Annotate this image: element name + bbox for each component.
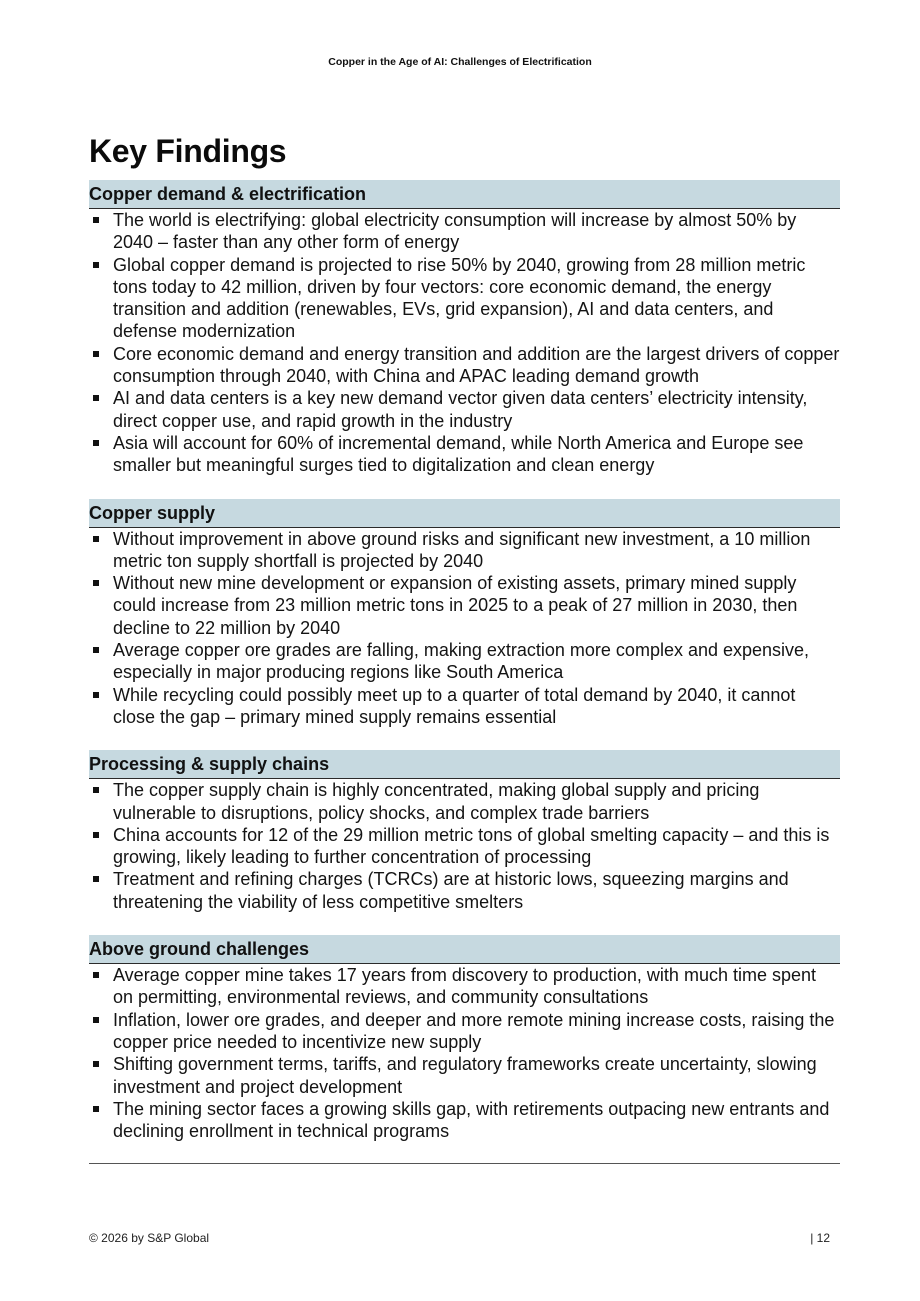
section-header: Processing & supply chains xyxy=(89,750,840,779)
square-bullet-icon xyxy=(93,876,99,882)
bullet-item: The world is electrifying: global electricity consumption will increase by almost 50% by 2040 – faster than any other form of energy xyxy=(89,209,840,254)
square-bullet-icon xyxy=(93,647,99,653)
square-bullet-icon xyxy=(93,580,99,586)
bullet-item: While recycling could possibly meet up to a quarter of total demand by 2040, it cannot close the gap – primary mined supply remains essential xyxy=(89,684,840,729)
bullet-item: Core economic demand and energy transition and addition are the largest drivers of copper consumption through 2040, with China and APAC leading demand growth xyxy=(89,343,840,388)
square-bullet-icon xyxy=(93,1061,99,1067)
section-copper-demand xyxy=(89,180,840,477)
bullet-item: Shifting government terms, tariffs, and regulatory frameworks create uncertainty, slowing investment and project development xyxy=(89,1053,840,1098)
section-above-ground-challenges xyxy=(89,935,840,1142)
section-header: Copper demand & electrification xyxy=(89,180,840,209)
square-bullet-icon xyxy=(93,217,99,223)
footer-page-number: | 12 xyxy=(810,1231,830,1245)
square-bullet-icon xyxy=(93,692,99,698)
square-bullet-icon xyxy=(93,395,99,401)
bullet-item: China accounts for 12 of the 29 million metric tons of global smelting capacity – and this is growing, likely leading to further concentration of processing xyxy=(89,824,840,869)
section-header: Copper supply xyxy=(89,499,840,528)
section-copper-supply xyxy=(89,499,840,729)
bullet-item: The copper supply chain is highly concentrated, making global supply and pricing vulnerable to disruptions, policy shocks, and complex trade barriers xyxy=(89,779,840,824)
bullet-item: Average copper ore grades are falling, making extraction more complex and expensive, especially in major producing regions like South America xyxy=(89,639,840,684)
key-findings-sections xyxy=(89,180,840,1164)
bullet-list xyxy=(89,964,840,1142)
bullet-list xyxy=(89,209,840,477)
square-bullet-icon xyxy=(93,262,99,268)
bullet-item: The mining sector faces a growing skills gap, with retirements outpacing new entrants and declining enrollment in technical programs xyxy=(89,1098,840,1143)
bullet-list xyxy=(89,779,840,913)
section-processing-supply-chains xyxy=(89,750,840,913)
square-bullet-icon xyxy=(93,787,99,793)
section-header: Above ground challenges xyxy=(89,935,840,964)
bullet-item: Global copper demand is projected to rise 50% by 2040, growing from 28 million metric tons today to 42 million, driven by four vectors: core economic demand, the energy transition and addition (renewables, EVs, grid expansion), AI and data centers, and defense modernization xyxy=(89,254,840,343)
bullet-item: AI and data centers is a key new demand vector given data centers’ electricity intensity, direct copper use, and rapid growth in the industry xyxy=(89,387,840,432)
page-title: Key Findings xyxy=(89,133,287,169)
bullet-item: Average copper mine takes 17 years from discovery to production, with much time spent on permitting, environmental reviews, and community consultations xyxy=(89,964,840,1009)
bullet-item: Without improvement in above ground risks and significant new investment, a 10 million metric ton supply shortfall is projected by 2040 xyxy=(89,528,840,573)
square-bullet-icon xyxy=(93,1017,99,1023)
square-bullet-icon xyxy=(93,536,99,542)
square-bullet-icon xyxy=(93,351,99,357)
square-bullet-icon xyxy=(93,440,99,446)
square-bullet-icon xyxy=(93,832,99,838)
running-header: Copper in the Age of AI: Challenges of Electrification xyxy=(328,56,592,68)
footer-copyright: © 2026 by S&P Global xyxy=(89,1231,210,1245)
bullet-item: Asia will account for 60% of incremental demand, while North America and Europe see smaller but meaningful surges tied to digitalization and clean energy xyxy=(89,432,840,477)
bottom-divider xyxy=(89,1163,840,1164)
bullet-list xyxy=(89,528,840,729)
bullet-item: Treatment and refining charges (TCRCs) are at historic lows, squeezing margins and threatening the viability of less competitive smelters xyxy=(89,868,840,913)
square-bullet-icon xyxy=(93,1106,99,1112)
square-bullet-icon xyxy=(93,972,99,978)
bullet-item: Inflation, lower ore grades, and deeper and more remote mining increase costs, raising the copper price needed to incentivize new supply xyxy=(89,1009,840,1054)
bullet-item: Without new mine development or expansion of existing assets, primary mined supply could increase from 23 million metric tons in 2025 to a peak of 27 million in 2030, then decline to 22 million by 2040 xyxy=(89,572,840,639)
